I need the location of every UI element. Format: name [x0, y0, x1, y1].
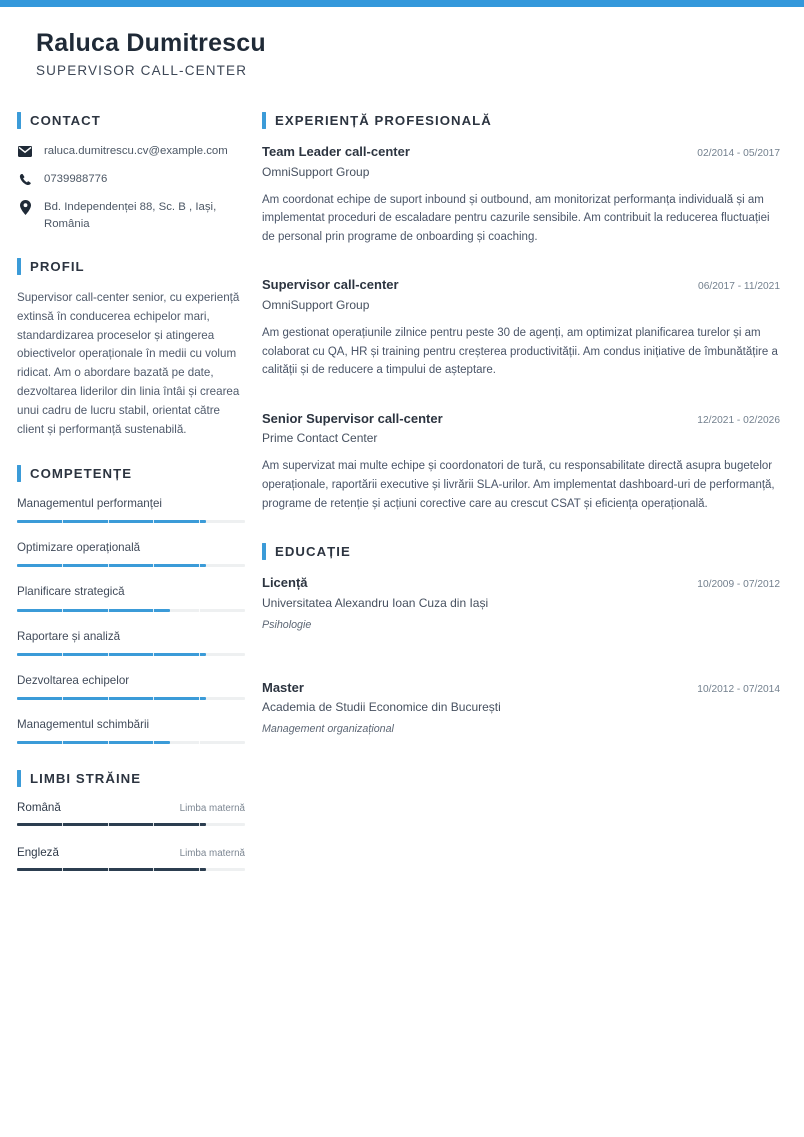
- language-header: [17, 846, 245, 859]
- experience-heading: [262, 112, 780, 129]
- education-field: Psihologie: [262, 618, 312, 631]
- languages-list: [17, 801, 245, 871]
- skill-bar-track: [17, 741, 245, 744]
- contact-email-value: raluca.dumitrescu.cv@example.com: [44, 145, 228, 157]
- languages-heading-label: LIMBI STRĂINE: [30, 770, 142, 786]
- skill-bar-track: [17, 564, 245, 567]
- language-bar-ticks: [17, 823, 245, 826]
- skill-item: [17, 540, 245, 567]
- skill-item: [17, 673, 245, 700]
- experience-date-range: 12/2021 - 02/2026: [697, 414, 780, 426]
- experience-entry-header: [262, 410, 780, 428]
- education-entry-header: [262, 574, 780, 592]
- skill-label: Planificare strategică: [17, 585, 125, 599]
- language-item: [17, 846, 245, 871]
- experience-company: OmniSupport Group: [262, 164, 370, 179]
- top-accent-bar: [0, 0, 804, 7]
- education-list: [262, 574, 780, 735]
- section-profile: [17, 258, 245, 439]
- experience-entry: [262, 276, 780, 379]
- language-name: Engleză: [17, 845, 59, 859]
- experience-description: Am coordonat echipe de suport inbound și outbound, am monitorizat performanța individuală și am implementat proceduri de escaladare pentru cazurile sensibile. Am contribuit la reducerea fluctuației de personal prin programe de onboarding și coaching.: [262, 193, 770, 243]
- education-institution: Universitatea Alexandru Ioan Cuza din Iași: [262, 595, 489, 610]
- location-pin-icon: [17, 199, 33, 216]
- contact-heading: [17, 112, 245, 129]
- experience-entry: [262, 143, 780, 246]
- experience-heading-label: EXPERIENȚĂ PROFESIONALĂ: [275, 113, 492, 128]
- heading-accent-bar: [17, 112, 21, 129]
- skill-label: Managementul performanței: [17, 497, 163, 511]
- education-heading-label: EDUCAȚIE: [275, 544, 351, 560]
- contact-address-row: [17, 199, 245, 232]
- education-entry-header: [262, 679, 780, 697]
- resume-columns: [0, 112, 804, 897]
- skill-item: [17, 496, 245, 523]
- heading-accent-bar: [262, 543, 266, 560]
- experience-date-range: 02/2014 - 05/2017: [697, 148, 780, 159]
- experience-job-title: Team Leader call-center: [262, 144, 410, 159]
- heading-accent-bar: [17, 465, 21, 482]
- section-skills: [17, 465, 245, 743]
- sidebar-column: [0, 112, 262, 897]
- skill-item: [17, 717, 245, 744]
- experience-description: Am supervizat mai multe echipe și coordonatori de tură, cu responsabilitate directă asupra bugetelor operaționale, raportării executive și livrării SLA-urilor. Am implementat dashboard-uri de performanță, programe de retenție și acțiuni corective care au crescut CSAT și eficiența operațională.: [262, 460, 775, 510]
- resume-header: [0, 7, 804, 78]
- skill-bar-ticks: [17, 653, 245, 656]
- profile-heading: [17, 258, 245, 275]
- language-item: [17, 801, 245, 826]
- experience-entry: [262, 410, 780, 513]
- phone-icon: [17, 171, 33, 188]
- language-name: Română: [17, 800, 61, 814]
- skill-bar-track: [17, 609, 245, 612]
- languages-heading: [17, 770, 245, 787]
- language-bar-track: [17, 868, 245, 871]
- profile-heading-label: PROFIL: [30, 259, 85, 275]
- skill-item: [17, 629, 245, 656]
- skill-bar-ticks: [17, 697, 245, 700]
- contact-phone-row[interactable]: [17, 171, 245, 188]
- education-date-range: 10/2009 - 07/2012: [697, 579, 780, 591]
- heading-accent-bar: [17, 258, 21, 275]
- contact-email-row[interactable]: [17, 143, 245, 160]
- education-heading: [262, 543, 780, 560]
- skills-list: [17, 496, 245, 743]
- skill-bar-track: [17, 520, 245, 523]
- skill-bar-ticks: [17, 564, 245, 567]
- education-degree: Master: [262, 679, 304, 695]
- skill-label: Raportare și analiză: [17, 629, 121, 643]
- contact-address-value: Bd. Independenței 88, Sc. B , Iași, România: [44, 201, 217, 230]
- envelope-icon: [17, 143, 33, 160]
- skills-heading: [17, 465, 245, 482]
- education-entry: [262, 574, 780, 631]
- section-education: [262, 543, 780, 735]
- experience-date-range: 06/2017 - 11/2021: [698, 281, 780, 293]
- experience-description: Am gestionat operațiunile zilnice pentru peste 30 de agenți, am optimizat planificarea turelor și am colaborat cu QA, HR și training pentru creșterea productivității. Am condus inițiative de îmbunătățire a calității și de reducere a timpului de așteptare.: [262, 326, 778, 377]
- skill-label: Managementul schimbării: [17, 717, 150, 731]
- skill-bar-track: [17, 697, 245, 700]
- skill-bar-ticks: [17, 609, 245, 612]
- education-date-range: 10/2012 - 07/2014: [697, 683, 780, 695]
- profile-text: Supervisor call-center senior, cu experiență extinsă în conducerea echipelor mari, standardizarea proceselor și atingerea obiectivelor operaționale în medii cu volum ridicat. Am o abordare bazată pe date, dezvoltarea liderilor din linia întâi și crearea unui cadru de lucru stabil, orientat către client și performanță sustenabilă.: [17, 291, 240, 436]
- education-degree: Licență: [262, 575, 308, 591]
- experience-entry-header: [262, 143, 780, 161]
- experience-job-title: Senior Supervisor call-center: [262, 410, 443, 426]
- section-experience: [262, 112, 780, 513]
- experience-job-title: Supervisor call-center: [262, 277, 399, 293]
- education-field: Management organizațional: [262, 723, 394, 736]
- contact-phone-value: 0739988776: [44, 173, 108, 185]
- section-languages: [17, 770, 245, 871]
- education-institution: Academia de Studii Economice din București: [262, 700, 501, 715]
- experience-list: [262, 143, 780, 513]
- education-entry: [262, 679, 780, 736]
- contact-heading-label: CONTACT: [30, 113, 101, 128]
- experience-entry-header: [262, 276, 780, 294]
- section-contact: [17, 112, 245, 232]
- experience-company: Prime Contact Center: [262, 431, 378, 446]
- heading-accent-bar: [17, 770, 21, 787]
- skill-bar-track: [17, 653, 245, 656]
- language-header: [17, 801, 245, 814]
- skill-bar-ticks: [17, 741, 245, 744]
- skill-label: Optimizare operațională: [17, 541, 141, 555]
- skill-label: Dezvoltarea echipelor: [17, 673, 130, 687]
- language-level-label: Limba maternă: [179, 847, 245, 859]
- candidate-job-title: SUPERVISOR CALL-CENTER: [36, 62, 248, 78]
- skill-bar-ticks: [17, 520, 245, 523]
- language-level-label: Limba maternă: [179, 802, 245, 814]
- heading-accent-bar: [262, 112, 266, 129]
- experience-company: OmniSupport Group: [262, 297, 370, 312]
- language-bar-ticks: [17, 868, 245, 871]
- candidate-name: Raluca Dumitrescu: [36, 29, 266, 57]
- skills-heading-label: COMPETENȚE: [30, 466, 133, 482]
- language-bar-track: [17, 823, 245, 826]
- skill-item: [17, 584, 245, 611]
- main-column: [262, 112, 804, 755]
